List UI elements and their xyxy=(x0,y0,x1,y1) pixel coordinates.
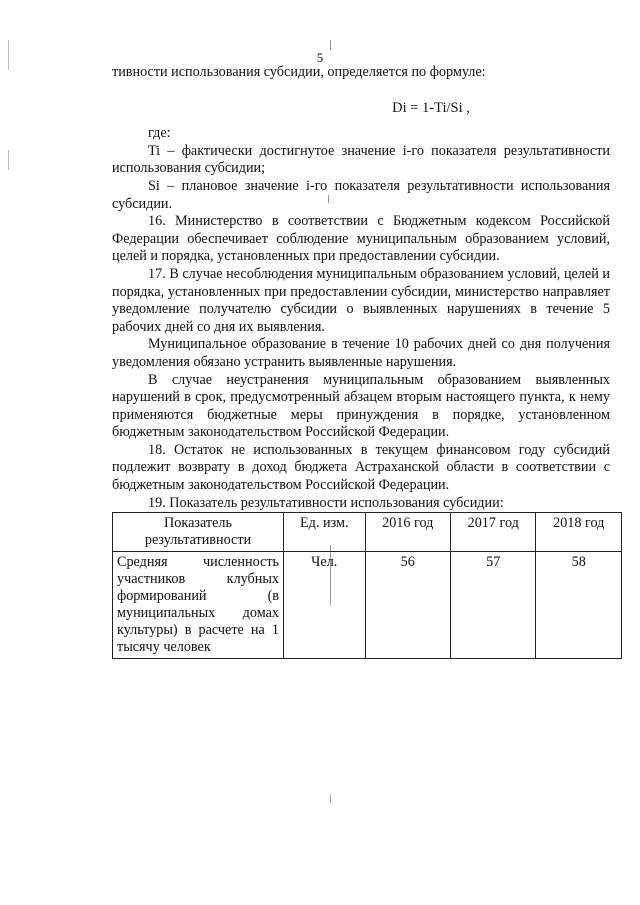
cell-2018: 58 xyxy=(536,552,622,659)
table-header-row xyxy=(113,513,622,552)
scan-margin-mark xyxy=(8,150,9,170)
page-number: 5 xyxy=(316,50,324,65)
cell-indicator: Средняя численность участников клубных формирований (в муниципальных домах культуры) в расчете на 1 тысячу человек xyxy=(113,552,284,659)
paragraph-16: 16. Министерство в соответствии с Бюджетным кодексом Российской Федерации обеспечивает соблюдение муниципальным образованием условий, целей и порядка, установленных при предоставлении субсидии. xyxy=(112,213,610,265)
intro-line: тивности использования субсидии, определяется по формуле: xyxy=(112,64,486,80)
paragraph-17-part-3: В случае неустранения муниципальным образованием выявленных нарушений в срок, предусмотренный абзацем вторым настоящего пункта, к нему применяются бюджетные меры принуждения в порядке, установленном бюджетным законодательством Российской Федерации. xyxy=(112,371,610,441)
cell-unit: Чел. xyxy=(284,552,366,659)
paragraph-18: 18. Остаток не использованных в текущем финансовом году субсидий подлежит возврату в доход бюджета Астраханской области в соответствии с бюджетным законодательством Российской Федерации. xyxy=(112,441,610,494)
cell-2016: 56 xyxy=(365,552,450,659)
cell-2017: 57 xyxy=(451,552,536,659)
header-2018: 2018 год xyxy=(536,513,622,552)
scan-speck xyxy=(330,40,331,50)
header-2017: 2017 год xyxy=(451,513,536,552)
header-indicator: Показатель результативности xyxy=(113,513,284,552)
paragraph-19: 19. Показатель результативности использования субсидии: xyxy=(148,494,504,511)
paragraph-17: 17. В случае несоблюдения муниципальным образованием условий, целей и порядка, установленных при предоставлении субсидии, министерство направляет уведомление получателю субсидии о выявленных нарушениях в течение 5 рабочих дней со дня их выявления. xyxy=(112,265,610,335)
si-definition: Si – плановое значение i-го показателя результативности использования субсидии. xyxy=(112,177,610,212)
indicator-table xyxy=(112,512,622,659)
paragraph-17-part-2: Муниципальное образование в течение 10 рабочих дней со дня получения уведомления обязано устранить выявленные нарушения. xyxy=(112,336,610,370)
table-row xyxy=(113,552,622,659)
formula: Di = 1-Ti/Si , xyxy=(392,99,470,116)
header-2016: 2016 год xyxy=(365,513,450,552)
scan-speck xyxy=(330,795,331,803)
where-label: где: xyxy=(148,125,171,142)
document-body xyxy=(112,64,610,659)
header-unit: Ед. изм. xyxy=(284,513,366,552)
ti-definition: Ti – фактически достигнутое значение i-го показателя результативности использования субсидии; xyxy=(112,142,610,177)
